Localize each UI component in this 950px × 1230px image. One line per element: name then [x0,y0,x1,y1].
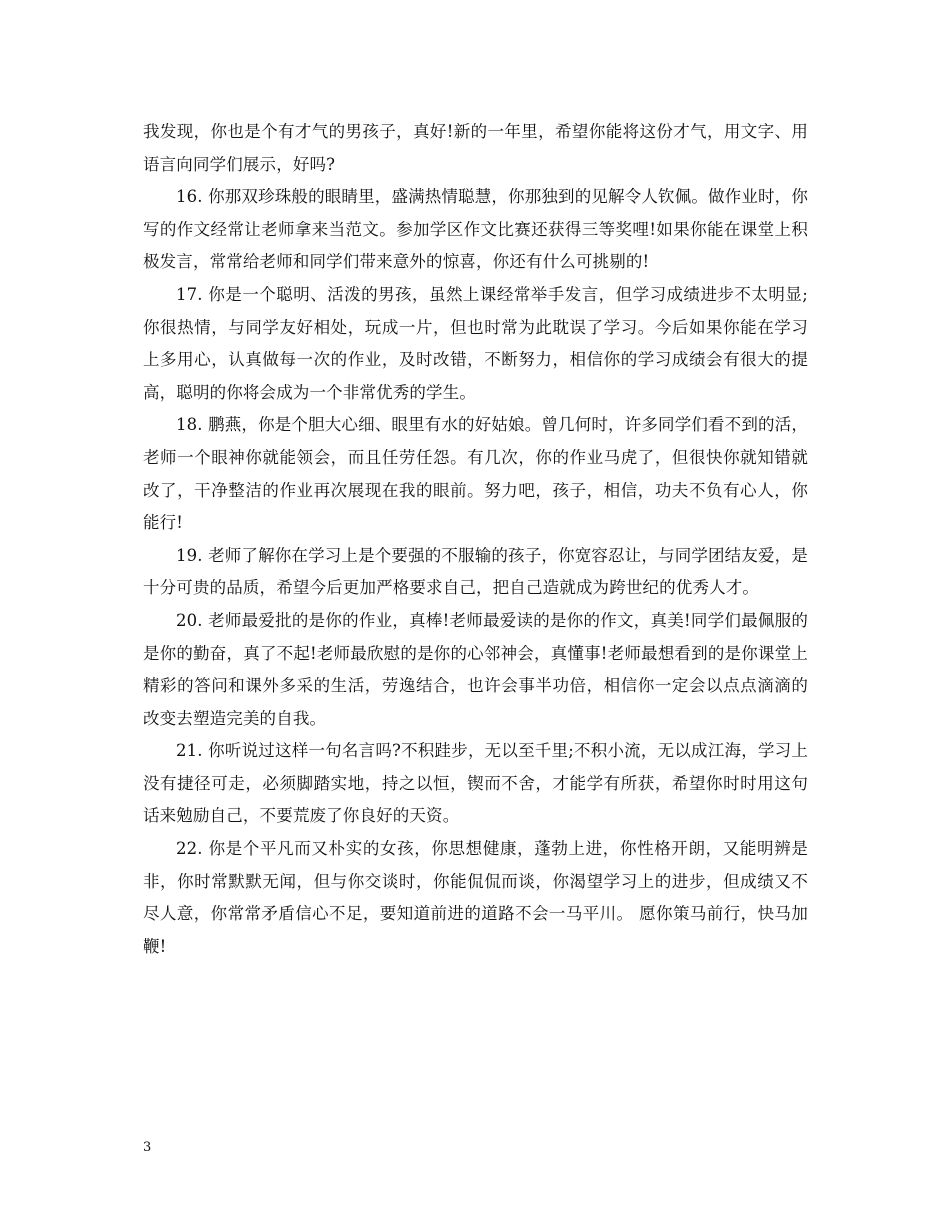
paragraph-17: 17. 你是一个聪明、活泼的男孩，虽然上课经常举手发言，但学习成绩进步不太明显;你很热情，与同学友好相处，玩成一片，但也时常为此耽误了学习。今后如果你能在学习上多用心，认真做每一次的作业，及时改错，不断努力，相信你的学习成绩会有很大的提高，聪明的你将会成为一个非常优秀的学生。 [143,284,808,402]
paragraph-continued: 我发现，你也是个有才气的男孩子，真好!新的一年里，希望你能将这份才气，用文字、用语言向同学们展示，好吗? [143,122,808,174]
paragraph-22: 22. 你是个平凡而又朴实的女孩，你思想健康，蓬勃上进，你性格开朗，又能明辨是非，你时常默默无闻，但与你交谈时，你能侃侃而谈，你渴望学习上的进步，但成绩又不尽人意，你常常矛盾信心不足，要知道前进的道路不会一马平川。 愿你策马前行，快马加鞭! [143,839,808,956]
paragraph-21: 21. 你听说过这样一句名言吗?不积跬步，无以至千里;不积小流，无以成江海，学习上没有捷径可走，必须脚踏实地，持之以恒，锲而不舍，才能学有所获，希望你时时用这句话来勉励自己，不要荒废了你良好的天资。 [143,741,808,826]
paragraph-19: 19. 老师了解你在学习上是个要强的不服输的孩子，你宽容忍让，与同学团结友爱，是十分可贵的品质，希望今后更加严格要求自己，把自己造就成为跨世纪的优秀人才。 [143,545,808,598]
paragraph-20: 20. 老师最爱批的是你的作业，真棒!老师最爱读的是你的作文，真美!同学们最佩服的是你的勤奋，真了不起!老师最欣慰的是你的心邻神会，真懂事!老师最想看到的是你课堂上精彩的答问和课外多采的生活，劳逸结合，也许会事半功倍，相信你一定会以点点滴滴的改变去塑造完美的自我。 [143,610,808,728]
paragraph-18: 18. 鹏燕，你是个胆大心细、眼里有水的好姑娘。曾几何时，许多同学们看不到的活，老师一个眼神你就能领会，而且任劳任怨。有几次，你的作业马虎了，但很快你就知错就改了，干净整洁的作业再次展现在我的眼前。努力吧，孩子，相信，功夫不负有心人，你能行! [143,415,808,533]
document-body [143,116,808,963]
paragraph-16: 16. 你那双珍珠般的眼睛里，盛满热情聪慧，你那独到的见解令人钦佩。做作业时，你写的作文经常让老师拿来当范文。参加学区作文比赛还获得三等奖哩!如果你能在课堂上积极发言，常常给老师和同学们带来意外的惊喜，你还有什么可挑剔的! [143,187,808,272]
page-number: 3 [143,1140,152,1155]
